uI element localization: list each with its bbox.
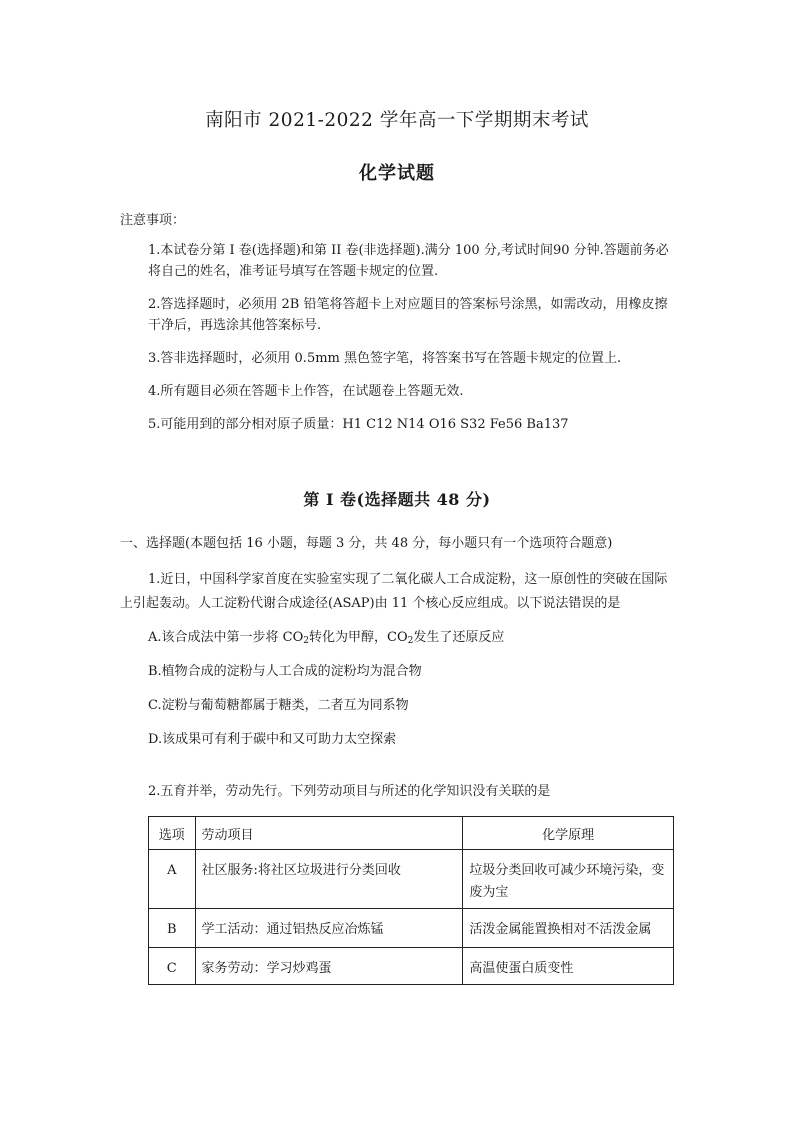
table-cell-option: A: [149, 850, 196, 909]
table-row: [149, 850, 674, 909]
exam-title: 南阳市 2021-2022 学年高一下学期期末考试: [205, 110, 589, 131]
option-a: [148, 628, 504, 662]
note-item: 4.所有题目必须在答题卡上作答，在试题卷上答题无效.: [148, 384, 464, 399]
part-heading: 一、选择题(本题包括 16 小题，每题 3 分，共 48 分，每小题只有一个选项符合题意): [120, 536, 613, 551]
exam-subject-title: 化学试题: [359, 163, 435, 184]
table-row: [149, 948, 674, 985]
question-2-stem: 2.五育并举，劳动先行。下列劳动项目与所述的化学知识没有关联的是: [148, 784, 551, 799]
note-item: 1.本试卷分第 I 卷(选择题)和第 II 卷(非选择题).满分 100 分,考试时间90 分钟.答题前务必将自己的姓名，准考证号填写在答题卡规定的位置.: [148, 243, 669, 279]
table-cell-option: B: [149, 909, 196, 948]
table-cell-project: 学工活动：通过铝热反应冶炼锰: [195, 909, 463, 948]
note-item: 3.答非选择题时，必须用 0.5mm 黑色签字笔，将答案书写在答题卡规定的位置上.: [148, 351, 622, 366]
subscript: 2: [407, 636, 414, 646]
notes-list: [148, 240, 678, 447]
question-1-stem: 1.近日，中国科学家首度在实验室实现了二氧化碳人工合成淀粉，这一原创性的突破在国际上引起轰动。人工淀粉代谢合成途径(ASAP)由 11 个核心反应组成。以下说法错误的是: [120, 572, 668, 611]
option-a-text-3: 发生了还原反应: [413, 630, 505, 645]
option-d: D.该成果可有利于碳中和又可助力太空探索: [148, 732, 397, 747]
note-item: 5.可能用到的部分相对原子质量：H1 C12 N14 O16 S32 Fe56 Ba137: [148, 417, 569, 432]
table-cell-project: 家务劳动：学习炒鸡蛋: [195, 948, 463, 985]
question-2-table: [148, 816, 674, 985]
question-1-options: [148, 628, 504, 764]
table-header-project: 劳动项目: [195, 817, 463, 850]
option-a-text-1: A.该合成法中第一步将 CO: [148, 630, 304, 645]
option-b: B.植物合成的淀粉与人工合成的淀粉均为混合物: [148, 664, 422, 679]
table-row: [149, 909, 674, 948]
table-cell-principle: 活泼金属能置换相对不活泼金属: [463, 909, 674, 948]
subscript: 2: [303, 636, 309, 646]
table-header-row: [149, 817, 674, 850]
note-item: 2.答选择题时，必须用 2B 铅笔将答超卡上对应题目的答案标号涂黑，如需改动，用橡皮擦干净后，再选涂其他答案标号.: [148, 297, 668, 333]
option-a-text-2: 转化为甲醇，CO: [309, 630, 408, 645]
table-cell-option: C: [149, 948, 196, 985]
table-header-option: 选项: [149, 817, 196, 850]
table-cell-principle: 垃圾分类回收可减少环境污染，变废为宝: [463, 850, 674, 909]
notes-heading: 注意事项：: [120, 213, 186, 228]
table-cell-project: 社区服务:将社区垃圾进行分类回收: [195, 850, 463, 909]
option-c: C.淀粉与葡萄糖都属于糖类，二者互为同系物: [148, 698, 409, 713]
table-header-principle: 化学原理: [463, 817, 674, 850]
table-cell-principle: 高温使蛋白质变性: [463, 948, 674, 985]
section-title: 第 I 卷(选择题共 48 分): [303, 490, 491, 509]
